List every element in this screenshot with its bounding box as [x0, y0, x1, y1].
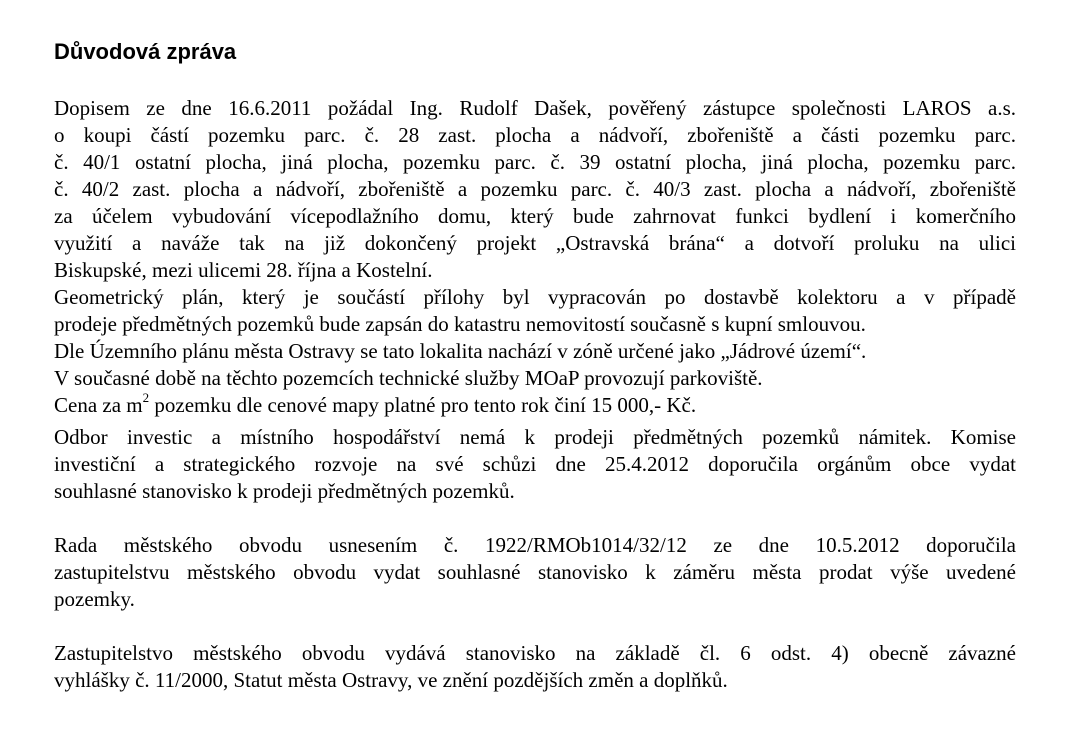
text-line: Dopisem ze dne 16.6.2011 požádal Ing. Rudolf Dašek, pověřený zástupce společnosti LAROS a.s.: [54, 96, 1016, 120]
text-line: Zastupitelstvo městského obvodu vydává stanovisko na základě čl. 6 odst. 4) obecně závazné: [54, 641, 1016, 665]
text-line: č. 40/2 zast. plocha a nádvoří, zbořeniště a pozemku parc. č. 40/3 zast. plocha a nádvoří, zbořeniště: [54, 177, 1016, 201]
text-line: Rada městského obvodu usnesením č. 1922/RMOb1014/32/12 ze dne 10.5.2012 doporučila: [54, 533, 1016, 557]
text-line: Odbor investic a místního hospodářství nemá k prodeji předmětných pozemků námitek. Komise: [54, 425, 1016, 449]
text-line: Geometrický plán, který je součástí přílohy byl vypracován po dostavbě kolektoru a v případě: [54, 285, 1016, 309]
text-line: zastupitelstvu městského obvodu vydat souhlasné stanovisko k záměru města prodat výše uvedené: [54, 560, 1016, 584]
text-line: prodeje předmětných pozemků bude zapsán do katastru nemovitostí současně s kupní smlouvou.: [54, 312, 866, 336]
text-line: vyhlášky č. 11/2000, Statut města Ostravy, ve znění pozdějších změn a doplňků.: [54, 668, 728, 692]
text-line: Dle Územního plánu města Ostravy se tato lokalita nachází v zóně určené jako „Jádrové území“.: [54, 339, 867, 363]
text-line: pozemky.: [54, 587, 135, 611]
text-line: souhlasné stanovisko k prodeji předmětných pozemků.: [54, 479, 515, 503]
text-line: Biskupské, mezi ulicemi 28. října a Kostelní.: [54, 258, 433, 282]
document-heading: Důvodová zpráva: [54, 39, 237, 64]
text-line: č. 40/1 ostatní plocha, jiná plocha, pozemku parc. č. 39 ostatní plocha, jiná plocha, pozemku parc.: [54, 150, 1016, 174]
text-line: za účelem vybudování vícepodlažního domu, který bude zahrnovat funkci bydlení i komerčního: [54, 204, 1016, 228]
text-line: V současné době na těchto pozemcích technické služby MOaP provozují parkoviště.: [54, 366, 763, 390]
text-line: investiční a strategického rozvoje na své schůzi dne 25.4.2012 doporučila orgánům obce vydat: [54, 452, 1016, 476]
text-line: využití a naváže tak na již dokončený projekt „Ostravská brána“ a dotvoří proluku na ulici: [54, 231, 1016, 255]
price-line-end: pozemku dle cenové mapy platné pro tento rok činí 15 000,- Kč.: [149, 393, 697, 417]
text-line: o koupi částí pozemku parc. č. 28 zast. plocha a nádvoří, zbořeniště a části pozemku parc.: [54, 123, 1016, 147]
price-line: [54, 392, 1016, 419]
price-line-start: Cena za m: [54, 393, 143, 417]
square-superscript: 2: [142, 390, 150, 405]
